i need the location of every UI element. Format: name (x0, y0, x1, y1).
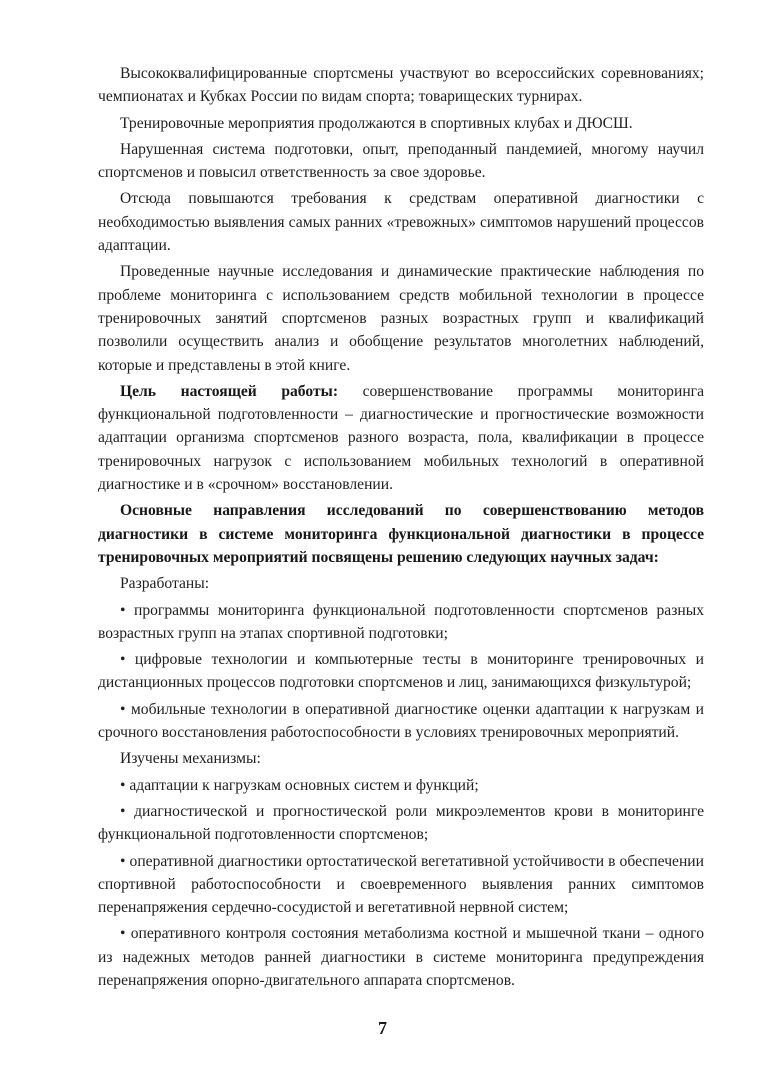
studied-label: Изучены механизмы: (120, 750, 261, 768)
paragraph-diagnostics-requirements: Отсюда повышаются требования к средствам оперативной диагностики с необходимостью выявления самых ранних «тревожных» симптомов нарушений процессов адаптации. (98, 190, 704, 255)
paragraph-training-continues: Тренировочные мероприятия продолжаются в спортивных клубах и ДЮСШ. (120, 114, 633, 132)
developed-label: Разработаны: (120, 575, 210, 593)
page-number: 7 (378, 1018, 387, 1038)
developed-item: • цифровые технологии и компьютерные тесты в мониторинге тренировочных и дистанционных процессов подготовки спортсменов и лиц, занимающихся физкультурой; (98, 651, 704, 692)
directions-heading: Основные направления исследований по совершенствованию методов диагностики в системе мониторинга функциональной диагностики в процессе тренировочных мероприятий посвящены решению следующих научных задач: (98, 502, 704, 566)
developed-item: • мобильные технологии в оперативной диагностике оценки адаптации к нагрузкам и срочного восстановления работоспособности в условиях тренировочных мероприятий. (98, 700, 704, 742)
page-body (98, 62, 704, 995)
paragraph-athletes: Высококвалифицированные спортсмены участвуют во всероссийских соревнованиях; чемпионатах и Кубках России по видам спорта; товарищеских турнирах. (98, 65, 704, 106)
studied-item: • диагностической и прогностической роли микроэлементов крови в мониторинге функциональной подготовленности спортсменов; (98, 802, 704, 844)
goal-label: Цель настоящей работы: (120, 382, 339, 400)
developed-item: • программы мониторинга функциональной подготовленности спортсменов разных возрастных групп на этапах спортивной подготовки; (98, 601, 704, 642)
studied-item: • оперативного контроля состояния метаболизма костной и мышечной ткани – одного из надежных методов ранней диагностики в системе мониторинга предупреждения перенапряжения опорно-двигательного аппарата спортсменов. (98, 925, 704, 989)
studied-item: • оперативной диагностики ортостатической вегетативной устойчивости в обеспечении спортивной работоспособности и своевременного выявления ранних симптомов перенапряжения сердечно-сосудистой и вегетативной нервной систем; (98, 852, 704, 917)
paragraph-pandemic-experience: Нарушенная система подготовки, опыт, преподанный пандемией, многому научил спортсменов и повысил ответственность за свое здоровье. (98, 140, 704, 182)
studied-item: • адаптации к нагрузкам основных систем и функций; (120, 776, 479, 794)
paragraph-goal (98, 380, 704, 496)
paragraph-research-summary: Проведенные научные исследования и динамические практические наблюдения по проблеме мониторинга с использованием средств мобильной технологии в процессе тренировочных занятий спортсменов разных возрастных групп и квалификаций позволили осуществить анализ и обобщение результатов многолетних наблюдений, которые и представлены в этой книге. (98, 263, 704, 374)
goal-text: совершенствование программы мониторинга функциональной подготовленности – диагностические и прогностические возможности адаптации организма спортсменов разного возраста, пола, квалификации в процессе тренировочных нагрузок с использованием мобильных технологий в оперативной диагностике и в «срочном» восстановлении. (98, 382, 704, 494)
